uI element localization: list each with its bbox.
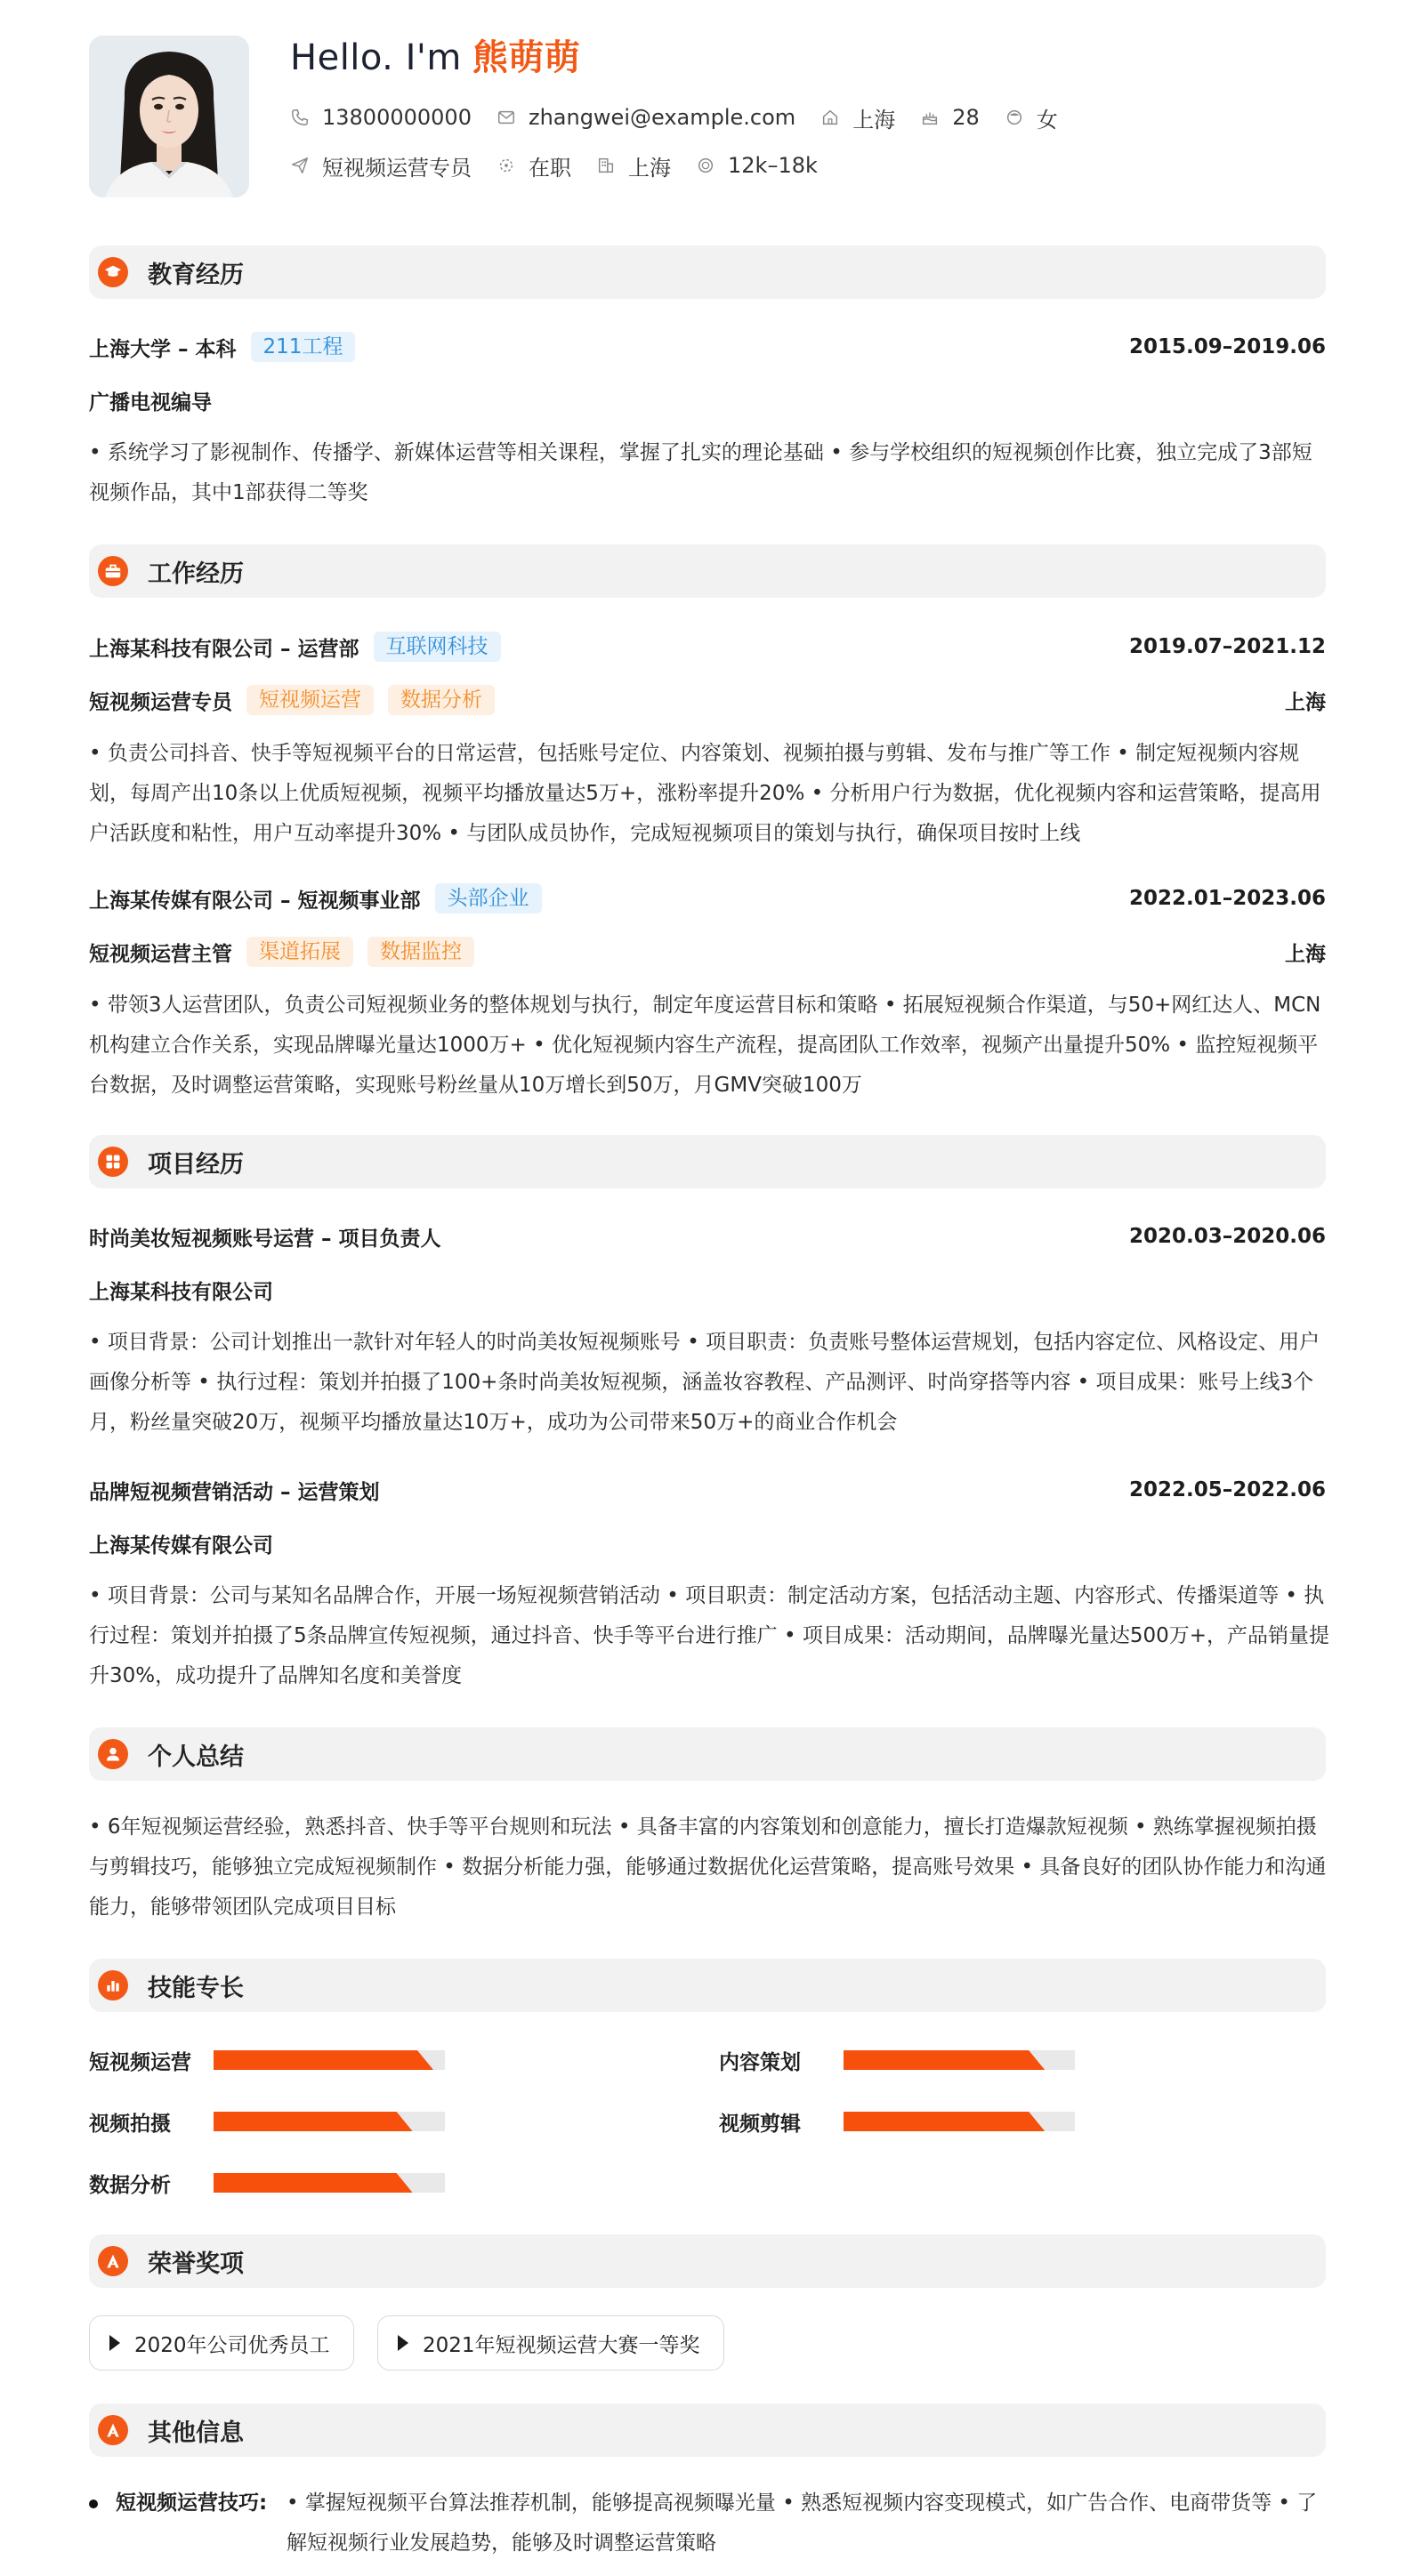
project-org-row [89,1272,1326,1308]
section-summary [89,1727,1326,1781]
school-name: 上海大学 – 本科 [89,337,237,361]
project-date: 2020.03–2020.06 [1128,1225,1326,1248]
work-city-text: 上海 [628,155,671,181]
role-name: 短视频运营专员 [89,690,232,714]
age-item [920,105,980,130]
grid-icon [98,1147,128,1177]
skill-name: 数据分析 [89,2173,171,2197]
status-text: 在职 [529,155,571,181]
phone-icon [290,108,310,127]
company-tag: 头部企业 [435,883,542,914]
role-tag: 渠道拓展 [246,937,353,967]
major-name: 广播电视编导 [89,390,212,415]
city-text: 上海 [852,107,896,133]
work-company-row [89,629,1326,664]
summary-text: • 6年短视频运营经验，熟悉抖音、快手等平台规则和玩法 • 具备丰富的内容策划和创意能力，擅长打造爆款短视频 • 熟练掌握视频拍摄与剪辑技巧，能够独立完成短视频制作 • 数据分析能力强，能够通过数据优化运营策略，提高账号效果 • 具备良好的团队协作能力和沟通能力，能够带领团队完成项目目标 [89,1815,1327,1919]
section-title: 荣誉奖项 [148,2250,244,2278]
project-name: 品牌短视频营销活动 – 运营策划 [89,1480,380,1504]
skill-bar [214,2173,445,2193]
other-label: 短视频运营技巧: [116,2491,268,2515]
skill-name: 内容策划 [719,2050,801,2074]
project-description: • 项目背景：公司计划推出一款针对年轻人的时尚美妆短视频账号 • 项目职责：负责账号整体运营规划，包括内容定位、风格设定、用户画像分析等 • 执行过程：策划并拍摄了100+条时尚美妆短视频，涵盖妆容教程、产品测评、时尚穿搭等内容 • 项目成果：账号上线3个月，粉丝量突破20万，视频平均播放量达10万+，成功为公司带来50万+的商业合作机会 [89,1331,1320,1434]
work-role-row [89,682,1326,718]
gender-icon [1005,108,1024,127]
contact-row [290,101,1083,133]
status-item [497,150,571,181]
role-tag: 数据分析 [388,685,495,715]
cake-icon [920,108,940,127]
skill-name: 短视频运营 [89,2050,191,2074]
skill-name: 视频拍摄 [89,2112,171,2136]
greeting-line [290,36,1083,89]
phone-item [290,105,472,130]
profile-header [89,36,1324,197]
work-date: 2019.07–2021.12 [1128,635,1326,658]
email-text: zhangwei@example.com [528,105,796,130]
award-text: 2020年公司优秀员工 [134,2333,330,2357]
education-row [89,329,1326,365]
profile-info [290,36,1083,181]
project-row [89,1219,1326,1254]
project-description: • 项目背景：公司与某知名品牌合作，开展一场短视频营销活动 • 项目职责：制定活动方案，包括活动主题、内容形式、传播渠道等 • 执行过程：策划并拍摄了5条品牌宣传短视频，通过抖音、快手等平台进行推广 • 项目成果：活动期间，品牌曝光量达500万+，产品销量提升30%，成功提升了品牌知名度和美誉度 [89,1584,1329,1687]
work-description: • 负责公司抖音、快手等短视频平台的日常运营，包括账号定位、内容策划、视频拍摄与剪辑、发布与推广等工作 • 制定短视频内容规划，每周产出10条以上优质短视频，视频平均播放量达5万+，涨粉率提升20% • 分析用户行为数据，优化视频内容和运营策略，提高用户活跃度和粘性，用户互动率提升30% • 与团队成员协作，完成短视频项目的策划与执行，确保项目按时上线 [89,742,1321,845]
role-tag: 短视频运营 [246,685,374,715]
role-name: 短视频运营主管 [89,942,232,966]
graduation-cap-icon [98,257,128,287]
section-work [89,544,1326,598]
triangle-icon [109,2335,120,2351]
avatar [89,36,249,197]
salary-item [696,153,818,178]
skill-fill [214,2050,433,2070]
email-item [497,105,795,130]
status-icon [497,156,516,175]
section-title: 教育经历 [148,261,244,289]
briefcase-icon [98,556,128,586]
section-skills [89,1959,1326,2012]
section-title: 技能专长 [148,1974,244,2002]
skill-fill [844,2050,1045,2070]
work-company-row [89,881,1326,916]
bullet-icon [89,2500,98,2508]
company-tag: 互联网科技 [374,632,501,662]
skill-fill [844,2112,1045,2131]
award-item [89,2315,354,2371]
project-org-row [89,1525,1326,1561]
city-item [820,102,895,133]
project-name: 时尚美妆短视频账号运营 – 项目负责人 [89,1227,441,1251]
section-title: 项目经历 [148,1150,244,1179]
section-title: 工作经历 [148,559,244,588]
skill-item [89,2168,445,2198]
work-role-row [89,934,1326,970]
award-text: 2021年短视频运营大赛一等奖 [423,2333,700,2357]
section-title: 个人总结 [148,1743,244,1771]
gender-text: 女 [1036,107,1058,133]
send-icon [290,156,310,175]
award-icon [98,2246,128,2276]
company-name: 上海某科技有限公司 – 运营部 [89,637,359,661]
award-item [377,2315,724,2371]
role-tag: 数据监控 [367,937,474,967]
person-name: 熊萌萌 [472,37,581,78]
skill-item [89,2106,445,2137]
skill-item [719,2045,1075,2075]
skill-fill [214,2173,413,2193]
section-title: 其他信息 [148,2419,244,2447]
portrait-image [89,36,249,197]
school-tag: 211工程 [251,332,356,362]
work-city: 上海 [1285,690,1326,714]
project-row [89,1472,1326,1508]
company-name: 上海某传媒有限公司 – 短视频事业部 [89,889,421,913]
user-icon [98,1739,128,1769]
other-info [89,2483,1335,2567]
building-icon [596,156,616,175]
work-description: • 带领3人运营团队，负责公司短视频业务的整体规划与执行，制定年度运营目标和策略 • 拓展短视频合作渠道，与50+网红达人、MCN机构建立合作关系，实现品牌曝光量达1000万+ • 优化短视频内容生产流程，提高团队工作效率，视频产出量提升50% • 监控短视频平台数据，及时调整运营策略，实现账号粉丝量从10万增长到50万，月GMV突破100万 [89,994,1321,1097]
phone-text: 13800000000 [322,105,472,130]
coin-icon [696,156,715,175]
project-org: 上海某传媒有限公司 [89,1534,273,1558]
skill-bar [844,2050,1075,2070]
work-city: 上海 [1285,942,1326,966]
bar-chart-icon [98,1970,128,2000]
education-date: 2015.09–2019.06 [1128,335,1326,358]
skill-name: 视频剪辑 [719,2112,801,2136]
skill-fill [214,2112,413,2131]
position-item [290,150,472,181]
project-org: 上海某科技有限公司 [89,1280,273,1304]
award-icon [98,2415,128,2445]
skill-bar [214,2112,445,2131]
education-description: • 系统学习了影视制作、传播学、新媒体运营等相关课程，掌握了扎实的理论基础 • 参与学校组织的短视频创作比赛，独立完成了3部短视频作品，其中1部获得二等奖 [89,441,1312,504]
work-date: 2022.01–2023.06 [1128,887,1326,910]
home-icon [820,108,840,127]
position-text: 短视频运营专员 [322,155,472,181]
triangle-icon [398,2335,408,2351]
greeting-text: Hello. I'm [290,37,462,78]
age-text: 28 [952,105,980,130]
mail-icon [497,108,516,127]
section-education [89,246,1326,299]
salary-text: 12k–18k [728,153,818,178]
section-other [89,2403,1326,2457]
major-row [89,382,1326,418]
skill-bar [214,2050,445,2070]
project-date: 2022.05–2022.06 [1128,1478,1326,1501]
skill-bar [844,2112,1075,2131]
work-city-item [596,150,671,181]
job-row [290,149,1083,181]
gender-item [1005,102,1058,133]
other-text: • 掌握短视频平台算法推荐机制，能够提高视频曝光量 • 熟悉短视频内容变现模式，如广告合作、电商带货等 • 了解短视频行业发展趋势，能够及时调整运营策略 [287,2491,1318,2555]
section-projects [89,1135,1326,1188]
skill-item [719,2106,1075,2137]
section-awards [89,2234,1326,2288]
skill-item [89,2045,445,2075]
